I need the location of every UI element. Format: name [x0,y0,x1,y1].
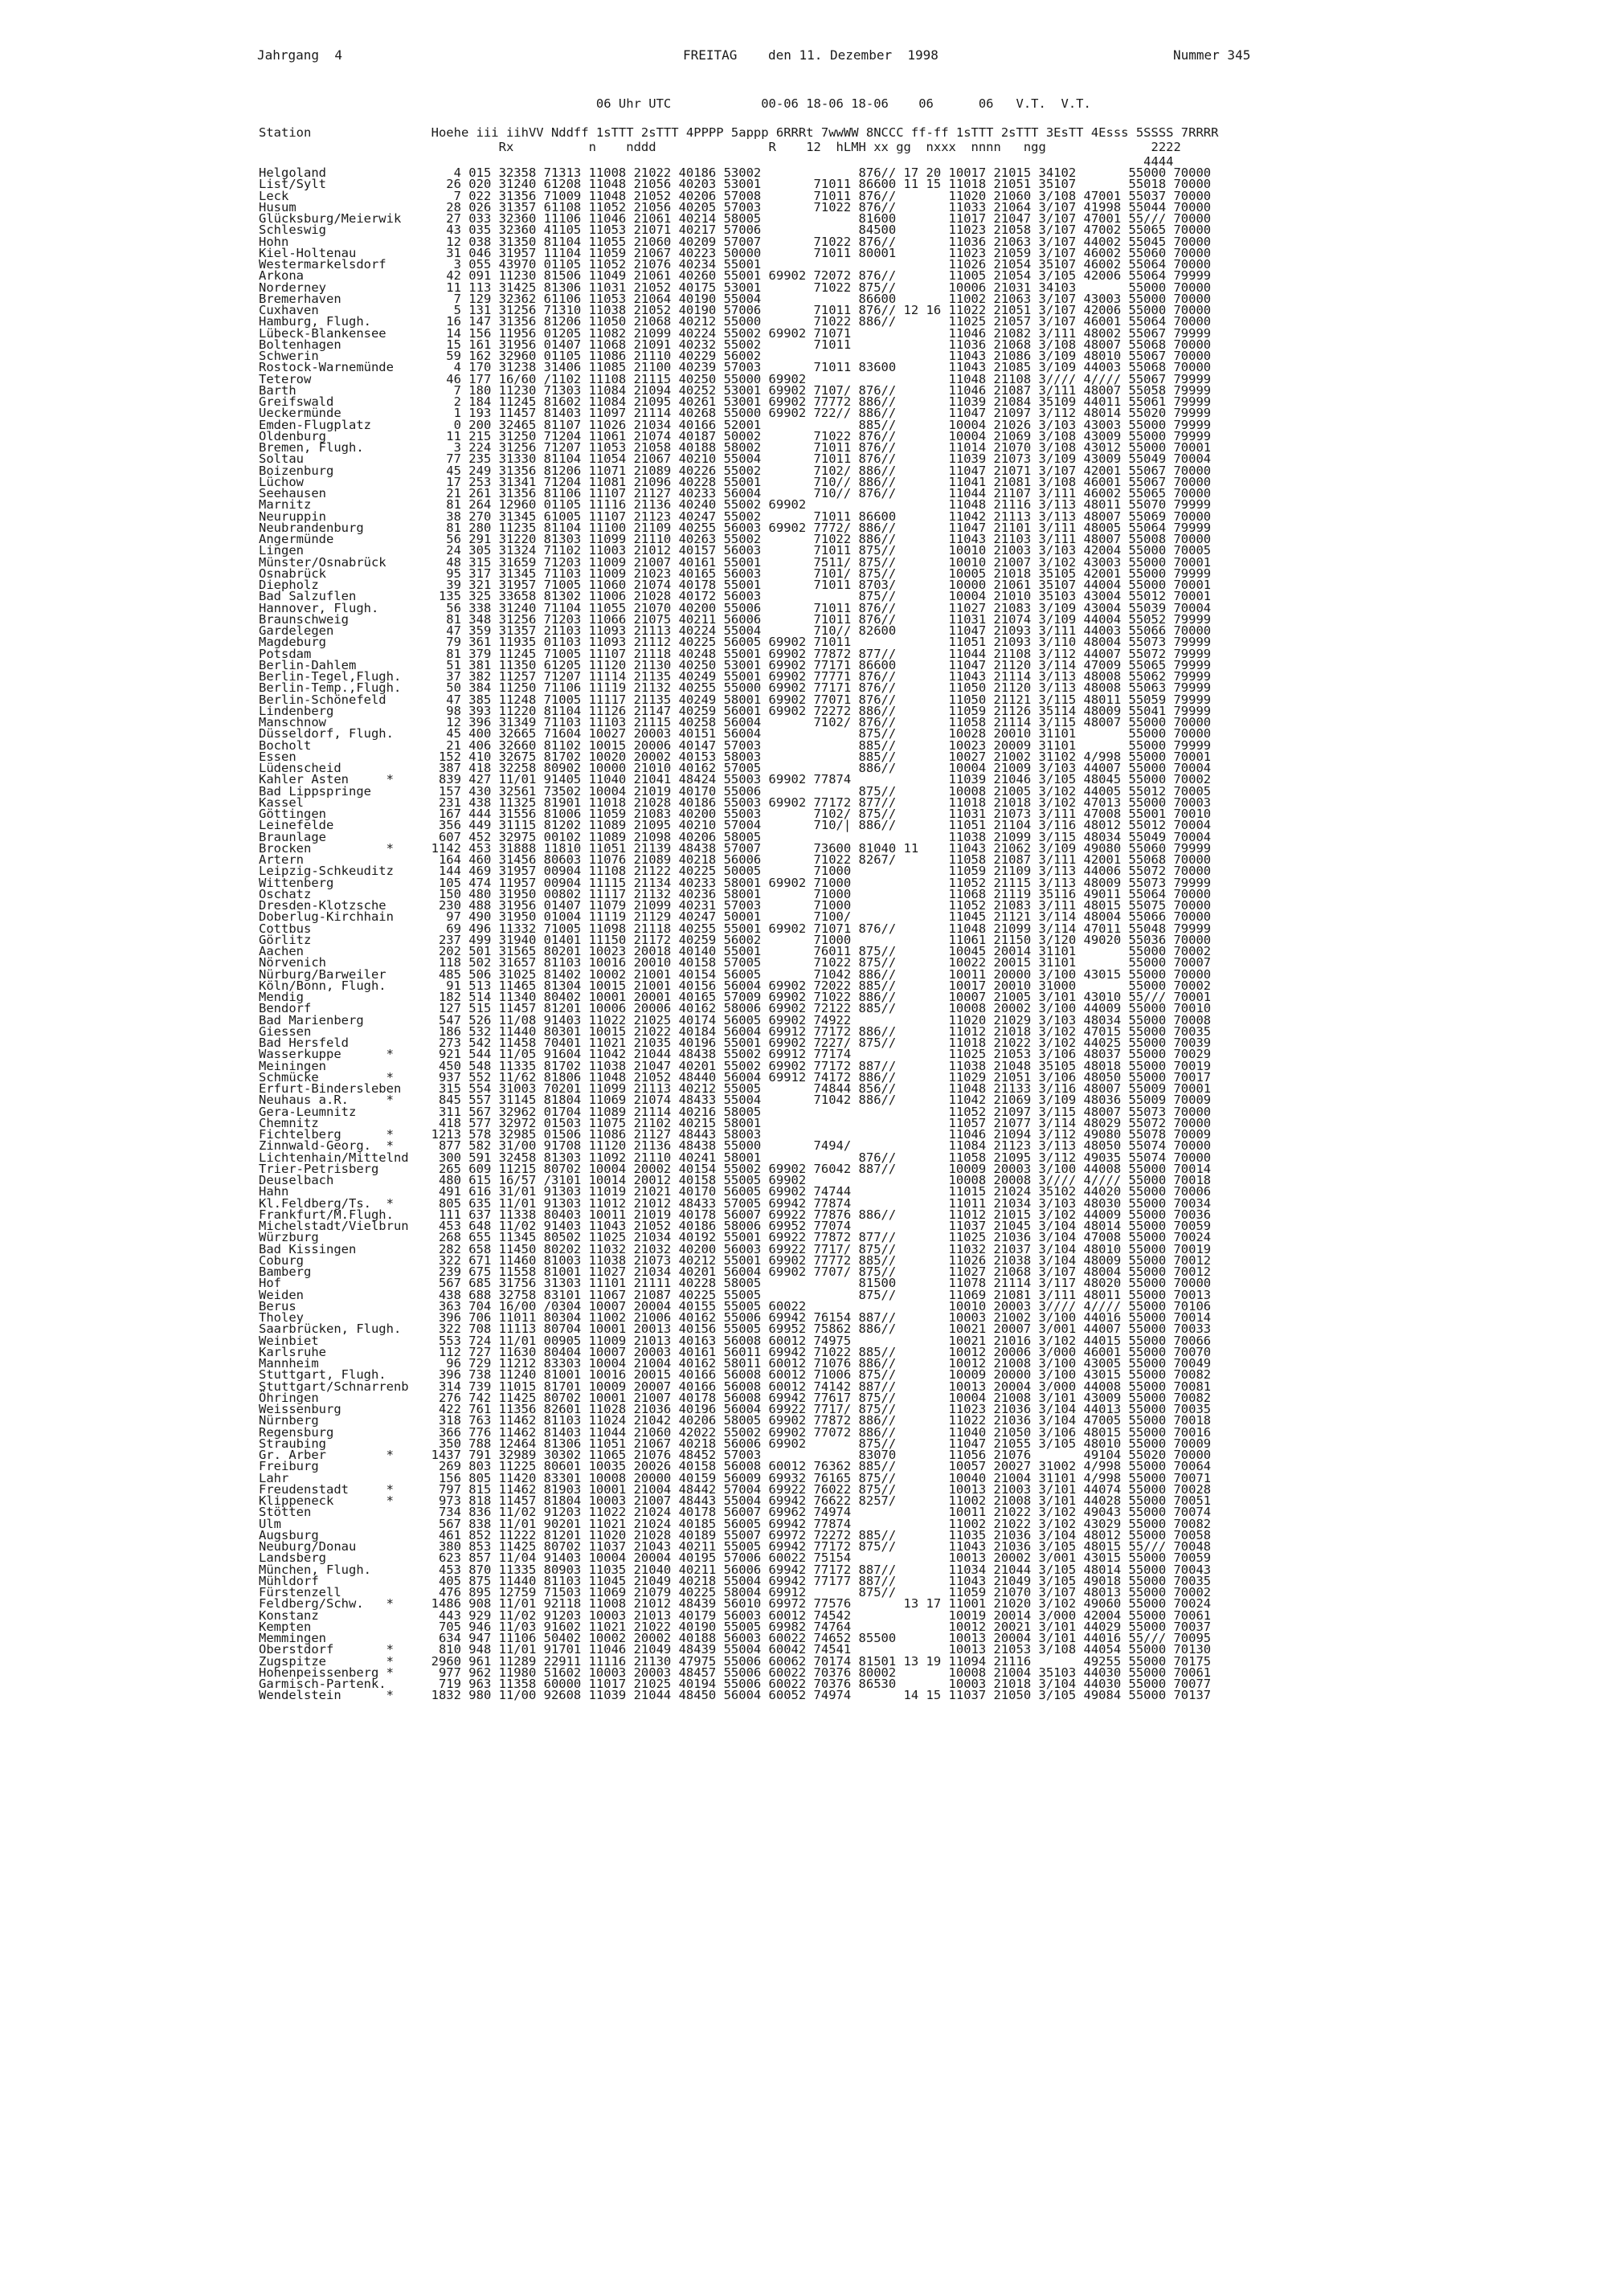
station-row: Bocholt 21 406 32660 81102 10015 20006 40147 57003 885// 10023 20009 31101 55000 79999 [259,737,1212,753]
station-row: Neuruppin 38 270 31345 61005 11107 21123 40247 55002 71011 86600 11042 21113 3/113 48007 55069 70000 [259,509,1212,524]
column-header [259,96,1218,169]
station-row: Leck 7 022 31356 71009 11048 21052 40206 57008 71011 876// 11020 21060 3/108 47001 55037 70000 [259,188,1212,203]
station-row: Mühldorf 405 875 11440 81103 11045 21049 40218 55004 69942 77177 887// 11043 21049 3/105 49018 55000 70035 [259,1573,1212,1588]
station-row: Schmücke * 937 552 11/62 81806 11048 21052 48440 56004 69912 74172 886// 11029 21051 3/106 48050 55000 70017 [259,1069,1212,1085]
station-row: Trier-Petrisberg 265 609 11215 80702 10004 20002 40154 55002 69902 76042 887// 10009 20003 3/100 44008 55000 70014 [259,1161,1212,1176]
station-row: Deuselbach 480 615 16/57 /3101 10014 20012 40158 55005 69902 10008 20008 3//// 4//// 55000 70018 [259,1173,1212,1187]
station-row: Bad Hersfeld 273 542 11458 70401 11021 21035 40196 55001 69902 7227/ 875// 11018 21022 3/102 44025 55000 70039 [259,1036,1212,1050]
station-row: Berus 363 704 16/00 /0304 10007 20004 40155 55005 60022 10010 20003 3//// 4//// 55000 70106 [259,1298,1212,1313]
station-row: Bad Kissingen 282 658 11450 80202 11032 21032 40200 56003 69922 7717/ 875// 11032 21037 3/104 48010 55000 70019 [259,1241,1212,1256]
station-row: Angermünde 56 291 31220 81303 11099 21110 40263 55002 71022 886// 11043 21103 3/111 48007 55008 70000 [259,532,1212,546]
station-row: Kassel 231 438 11325 81901 11018 21028 40186 55003 69902 77172 877// 11018 21018 3/102 47013 55000 70003 [259,795,1212,810]
station-row: Gera-Leumnitz 311 567 32962 01704 11089 21114 40216 58005 11052 21097 3/115 48007 55073 70000 [259,1104,1212,1119]
station-row: Stuttgart, Flugh. 396 738 11240 81001 10016 20015 40166 56008 60012 71006 875// 10009 20000 3/100 43015 55000 70082 [259,1367,1212,1383]
station-row: Neuhaus a.R. * 845 557 31145 81804 11069 21074 48433 55004 71042 886// 11042 21069 3/109 48036 55009 70009 [259,1093,1212,1108]
station-row: Kiel-Holtenau 31 046 31957 11104 11059 21067 40223 50000 71011 80001 11023 21059 3/107 46002 55060 70000 [259,245,1212,260]
station-row: Lüdenscheid 387 418 32258 80902 10000 21010 40162 57005 886// 10004 21009 3/103 44007 55000 70004 [259,761,1212,775]
station-row: Lahr 156 805 11420 83301 10008 20000 40159 56009 69932 76165 875// 10040 21004 31101 4/998 55000 70071 [259,1470,1212,1485]
station-row: Stuttgart/Schnarrenb 314 739 11015 81701 10009 20007 40166 56008 60012 74142 887// 10013 20004 3/000 44008 55000 70081 [259,1379,1212,1394]
station-row: Frankfurt/M.Flugh. 111 637 11338 80403 10011 21019 40178 56007 69922 77876 886// 11012 21015 3/102 44009 55000 70036 [259,1207,1212,1222]
station-row: Schleswig 43 035 32360 41105 11053 21071 40217 57006 84500 11023 21058 3/107 47002 55065 70000 [259,223,1212,238]
station-row: Fürstenzell 476 895 12759 71503 11069 21079 40225 58004 69912 875// 11059 21070 3/107 48013 55000 70002 [259,1585,1212,1599]
station-row: Garmisch-Partenk. 719 963 11358 60000 11017 21025 40194 55006 60022 70376 86530 10003 21018 3/104 44030 55000 70077 [259,1677,1212,1691]
station-row: Klippeneck * 973 818 11457 81804 10003 21007 48443 55004 69942 76622 8257/ 11002 21008 3/101 44028 55000 70051 [259,1493,1212,1508]
station-row: Münster/Osnabrück 48 315 31659 71203 11009 21007 40161 55001 7511/ 875// 10010 21007 3/102 43003 55000 70001 [259,554,1212,570]
station-row: Weinbiet 553 724 11/01 00905 11009 21013 40163 56008 60012 74975 10021 21016 3/102 44015 55000 70066 [259,1333,1212,1348]
station-row: Magdeburg 79 361 11935 01103 11093 21112 40225 56005 69902 71011 11051 21093 3/110 48004 55073 79999 [259,635,1212,650]
station-row: Lichtenhain/Mittelnd 300 591 32458 81303 11092 21110 40241 58001 876// 11058 21095 3/112 49035 55074 70000 [259,1150,1212,1165]
station-row: Helgoland 4 015 32358 71313 11008 21022 40186 53002 876// 17 20 10017 21015 34102 55000 70000 [259,165,1212,180]
station-row: Freudenstadt * 797 815 11462 81903 10001 21004 48442 57004 69922 76022 875// 10013 21003 3/101 44074 55000 70028 [259,1481,1212,1497]
issue-number: Nummer 345 [1173,47,1251,63]
station-row: List/Sylt 26 020 31240 61208 11048 21056 40203 53001 71011 86600 11 15 11018 21051 35107 55018 70000 [259,177,1212,192]
station-row: Cuxhaven 5 131 31256 71310 11038 21052 40190 57006 71011 876// 12 16 11022 21051 3/107 42006 55000 70000 [259,303,1212,317]
station-row: Augsburg 461 852 11222 81201 11020 21028 40189 55007 69972 72272 885// 11035 21036 3/104 48012 55000 70058 [259,1527,1212,1542]
station-row: Freiburg 269 803 11225 80601 10035 20026 40158 56008 60012 76362 885// 10057 20027 31002 4/998 55000 70064 [259,1459,1212,1474]
station-row: Düsseldorf, Flugh. 45 400 32665 71604 10027 20003 40151 56004 875// 10028 20010 31101 55000 70000 [259,726,1212,742]
station-row: Chemnitz 418 577 32972 01503 11075 21102 40215 58001 11057 21077 3/114 48029 55072 70000 [259,1115,1212,1130]
station-row: Greifswald 2 184 11245 81602 11084 21095 40261 53001 69902 77772 886// 11039 21084 35109 44011 55061 79999 [259,394,1212,409]
station-row: Lindenberg 98 393 11220 81104 11126 21147 40259 56001 69902 72272 886// 11059 21126 35114 48009 55041 79999 [259,703,1212,718]
station-row: Öhringen 276 742 11425 80702 10001 21007 40178 56008 69942 77617 875// 10004 21008 3/101 43009 55000 70082 [259,1390,1212,1405]
station-row: Braunlage 607 452 32975 00102 11089 21098 40206 58005 11038 21099 3/115 48034 55049 70004 [259,829,1212,844]
station-row: Bremen, Flugh. 3 224 31256 71207 11053 21058 40188 58002 71011 876// 11014 21070 3/108 43012 55000 70001 [259,440,1212,455]
station-row: Schwerin 59 162 32960 01105 11086 21110 40229 56002 11043 21086 3/109 48010 55067 70000 [259,349,1212,363]
station-row: Lüchow 17 253 31341 71204 11081 21096 40228 55001 710// 886// 11041 21081 3/108 46001 55067 70000 [259,474,1212,489]
station-row: Kempten 705 946 11/03 91602 11021 21022 40190 55005 69982 74764 10012 20021 3/101 44029 55000 70037 [259,1619,1212,1634]
station-row: Norderney 11 113 31425 81306 11031 21052 40175 53001 71022 875// 10006 21031 34103 55000 70000 [259,280,1212,295]
station-row: Oldenburg 11 215 31250 71204 11061 21074 40187 50002 71022 876// 10004 21069 3/108 43009 55000 79999 [259,428,1212,443]
station-row: Giessen 186 532 11440 80301 10015 21022 40184 56004 69912 77172 886// 11012 21018 3/102 47015 55000 70035 [259,1023,1212,1039]
station-row: Glücksburg/Meierwik 27 033 32360 11106 11046 21061 40214 58005 81600 11017 21047 3/107 47001 55/// 70000 [259,211,1212,226]
station-row: Berlin-Temp.,Flugh. 50 384 11250 71106 11119 21132 40255 55000 69902 77171 876// 11050 21120 3/113 48008 55063 79999 [259,680,1212,696]
station-row: Mendig 182 514 11340 80402 10001 20001 40165 57009 69902 71022 886// 10007 21005 3/101 43010 55/// 70001 [259,990,1212,1004]
station-row: Oschatz 150 480 31950 00802 11117 21132 40236 58001 71000 11068 21119 35116 49011 55064 70000 [259,886,1212,901]
station-row: Kahler Asten * 839 427 11/01 91405 11040 21041 48424 55003 69902 77874 11039 21046 3/105 48045 55000 70002 [259,772,1212,787]
station-row: Würzburg 268 655 11345 80502 11025 21034 40192 55001 69922 77872 877// 11025 21036 3/104 47008 55000 70024 [259,1230,1212,1245]
station-row: Bendorf 127 515 11457 81201 10006 20006 40162 58006 69902 72122 885// 10008 20002 3/100 44009 55000 70010 [259,1001,1212,1016]
station-row: Brocken * 1142 453 31888 11810 11051 21139 48438 57007 73600 81040 11 11043 21062 3/109 49080 55060 79999 [259,840,1212,856]
station-row: Doberlug-Kirchhain 97 490 31950 01004 11119 21129 40247 50001 7100/ 11045 21121 3/114 48004 55066 70000 [259,909,1212,925]
station-row: Fichtelberg * 1213 578 32985 01506 11086 21127 48443 58003 11046 21094 3/112 49080 55078 70009 [259,1127,1212,1142]
station-row: Boizenburg 45 249 31356 81206 11071 21089 40226 55002 7102/ 886// 11047 21071 3/107 42001 55067 70000 [259,463,1212,478]
station-row: Bad Salzuflen 135 325 33658 81302 11006 21028 40172 56003 875// 10004 21010 35103 43004 55012 70001 [259,589,1212,604]
station-row: Arkona 42 091 11230 81506 11049 21061 40260 55001 69902 72072 876// 11005 21054 3/105 42006 55064 79999 [259,268,1212,284]
station-row: Westermarkelsdorf 3 055 43970 01105 11052 21076 40234 55001 11026 21054 35107 46002 55064 70000 [259,257,1212,272]
station-row: Nörvenich 118 502 31657 81103 10016 20010 40158 57005 71022 875// 10022 20015 31101 55000 70007 [259,955,1212,970]
station-row: Marnitz 81 264 12960 01105 11116 21136 40240 55002 69902 11048 21116 3/113 48011 55070 79999 [259,497,1212,513]
station-row: Hahn 491 616 31/01 91303 11019 21021 40170 56005 69902 74744 11015 21024 35102 44020 55000 70006 [259,1184,1212,1199]
station-row: Wendelstein * 1832 980 11/00 92608 11039 21044 48450 56004 60052 74974 14 15 11037 21050 3/105 49084 55000 70137 [259,1688,1212,1703]
station-row: Hof 567 685 31756 31303 11101 21111 40228 58005 81500 11078 21114 3/117 48020 55000 70000 [259,1276,1212,1291]
station-row: Berlin-Tegel,Flugh. 37 382 11257 71207 11114 21135 40249 55001 69902 77771 876// 11043 21114 3/113 48008 55062 79999 [259,669,1212,684]
station-row: Kl.Feldberg/Ts. * 805 635 11/01 91303 11012 21012 48433 57005 69942 77874 11011 21034 3/103 48030 55000 70034 [259,1195,1212,1211]
station-row: München, Flugh. 453 870 11335 80903 11035 21040 40211 56006 69942 77172 887// 11034 21044 3/105 48014 55000 70043 [259,1562,1212,1577]
station-row: Dresden-Klotzsche 230 488 31956 01407 11079 21099 40231 57003 71000 11052 21083 3/111 48015 55075 70000 [259,898,1212,913]
station-row: Hamburg, Flugh. 16 147 31356 81206 11050 21068 40212 55000 71022 886// 11025 21057 3/107 46001 55064 70000 [259,314,1212,329]
station-row: Stötten 734 836 11/02 91203 11022 21024 40178 56007 69962 74974 10011 21022 3/102 49043 55000 70074 [259,1505,1212,1520]
station-row: Lingen 24 305 31324 71102 11003 21012 40157 56003 71011 875// 10010 21003 3/103 42004 55000 70005 [259,543,1212,558]
station-row: Boltenhagen 15 161 31956 01407 11068 21091 40232 55002 71011 11036 21068 3/108 48007 55068 70000 [259,337,1212,352]
station-row: Berlin-Dahlem 51 381 11350 61205 11120 21130 40250 53001 69902 77171 86600 11047 21120 3/114 47009 55065 79999 [259,657,1212,672]
station-row: Leinefelde 356 449 31115 81202 11089 21095 40210 57004 710/| 886// 11051 21104 3/116 48012 55012 70004 [259,818,1212,833]
station-row: Emden-Flugplatz 0 200 32465 81107 11026 21034 40166 52001 885// 10004 21026 3/103 43003 55000 79999 [259,417,1212,432]
station-row: Berlin-Schönefeld 47 385 11248 71005 11117 21135 40249 58001 69902 77071 876// 11050 21121 3/115 48011 55059 79999 [259,692,1212,707]
station-row: Aachen 202 501 31565 80201 10023 20018 40140 55001 76011 875// 10045 20014 31101 55000 70002 [259,944,1212,958]
station-row: Artern 164 460 31456 80603 11076 21089 40218 56006 71022 8267/ 11058 21087 3/111 42001 55068 70000 [259,852,1212,867]
station-row: Oberstdorf * 810 948 11/01 91701 11046 21049 48439 55004 60042 74541 10013 21053 3/108 44054 55000 70130 [259,1642,1212,1657]
station-row: Lübeck-Blankensee 14 156 11956 01205 11082 21099 40224 55002 69902 71071 11046 21082 3/111 48002 55067 79999 [259,325,1212,341]
station-row: Coburg 322 671 11460 81003 11038 21073 40212 55001 69902 77772 885// 11026 21038 3/104 48009 55000 70012 [259,1252,1212,1268]
station-row: Hannover, Flugh. 56 338 31240 71104 11055 21070 40200 55006 71011 876// 11027 21083 3/109 43004 55039 70004 [259,600,1212,615]
station-row: Seehausen 21 261 31356 81106 11107 21127 40233 56004 710// 876// 11044 21107 3/111 46002 55065 70000 [259,486,1212,500]
station-row: Barth 7 180 11230 71303 11084 21094 40252 53001 69902 7107/ 876// 11046 21087 3/111 48007 55058 79999 [259,382,1212,398]
station-row: Leipzig-Schkeuditz 144 469 31957 00904 11108 21122 40225 50005 71000 11059 21109 3/113 44006 55072 70000 [259,864,1212,879]
station-row: Tholey 396 706 11011 80304 11002 21006 40162 55006 69942 76154 887// 10003 21002 3/100 44016 55000 70014 [259,1310,1212,1325]
column-header-line: Station Hoehe iii iihVV Nddff 1sTTT 2sTTT 4PPPP 5appp 6RRRt 7wwWW 8NCCC ff-ff 1sTTT 2sTTT 3EsTT 4Esss 5SSSS 7RRRR [259,125,1219,140]
station-row: Feldberg/Schw. * 1486 908 11/01 92118 11008 21012 48439 56010 69972 77576 13 17 11001 21020 3/102 49060 55000 70024 [259,1596,1212,1612]
station-row: Osnabrück 95 317 31345 71103 11009 21023 40165 56003 7101/ 875// 10005 21018 35105 42001 55000 79999 [259,566,1212,581]
station-row: Erfurt-Bindersleben 315 554 31003 70201 11099 21113 40212 55005 74844 856// 11048 21133 3/116 48007 55009 70001 [259,1081,1212,1096]
station-row: Landsberg 623 857 11/04 91403 10004 20004 40195 57006 60022 75154 10013 20002 3/001 43015 55000 70059 [259,1550,1212,1566]
station-row: Gardelegen 47 359 31357 21103 11093 21113 40224 55004 710// 82600 11047 21093 3/111 44003 55066 70000 [259,623,1212,638]
station-row: Michelstadt/Vielbrun 453 648 11/02 91403 11043 21052 40186 58006 69952 77074 11037 21045 3/104 48014 55000 70059 [259,1219,1212,1233]
station-row: Essen 152 410 32675 81702 10020 20002 40153 58003 885// 10027 21002 31102 4/998 55000 70001 [259,749,1212,764]
station-row: Meiningen 450 548 11335 81702 11038 21047 40201 55002 69902 77172 887// 11038 21048 35105 48018 55000 70019 [259,1058,1212,1073]
station-row: Konstanz 443 929 11/02 91203 10003 21013 40179 56003 60012 74542 10019 20014 3/000 42004 55000 70061 [259,1608,1212,1623]
station-row: Manschnow 12 396 31349 71103 11103 21115 40258 56004 7102/ 876// 11058 21114 3/115 48007 55000 70000 [259,715,1212,729]
station-row: Bamberg 239 675 11558 81001 11027 21034 40201 56004 69902 7707/ 875// 11027 21068 3/107 48004 55000 70012 [259,1264,1212,1279]
station-row: Braunschweig 81 348 31256 71203 11066 21075 40211 56006 71011 876// 11031 21074 3/109 44004 55052 79999 [259,611,1212,627]
station-row: Straubing 350 788 12464 81306 11051 21067 40218 56006 69902 875// 11047 21055 3/105 48010 55000 70009 [259,1436,1212,1451]
station-row: Gr. Arber * 1437 791 32989 30302 11065 21076 48452 57003 83070 11056 21076 49104 55020 70000 [259,1448,1212,1462]
issue-date: FREITAG den 11. Dezember 1998 [683,47,938,63]
station-table [259,167,1211,1702]
station-row: Ueckermünde 1 193 11457 81403 11097 21114 40268 55000 69902 722// 886// 11047 21097 3/112 48014 55020 79999 [259,406,1212,421]
station-row: Memmingen 634 947 11106 50402 10002 20002 40188 56003 60022 74652 85500 10013 20004 3/101 44016 55/// 70095 [259,1631,1212,1645]
column-header-line: Rx n nddd R 12 hLMH xx gg nxxx nnnn ngg 2222 [259,140,1181,154]
station-row: Neuburg/Donau 380 853 11425 80702 11037 21043 40211 55005 69942 77172 875// 11043 21036 3/105 48015 55/// 70048 [259,1539,1212,1554]
station-row: Ulm 567 838 11/01 90201 11021 21024 40185 56005 69942 77874 11002 21022 3/102 43029 55000 70082 [259,1516,1212,1531]
station-row: Saarbrücken, Flugh. 322 708 11113 80704 10001 20013 40156 55005 69952 75862 886// 10021 20007 3/001 44007 55000 70033 [259,1322,1212,1337]
station-row: Karlsruhe 112 727 11630 80404 10007 20003 40161 56011 69942 71022 885// 10012 20006 3/000 46001 55000 70070 [259,1344,1212,1359]
station-row: Cottbus 69 496 11332 71005 11098 21118 40255 55001 69902 71071 876// 11048 21099 3/114 47011 55048 79999 [259,921,1212,936]
station-row: Wasserkuppe * 921 544 11/05 91604 11042 21044 48438 55002 69912 77174 11025 21053 3/106 48037 55000 70029 [259,1047,1212,1062]
station-row: Hohenpeissenberg * 977 962 11980 51602 10003 20003 48457 55006 60022 70376 80002 10008 21004 35103 44030 55000 70061 [259,1665,1212,1680]
station-row: Rostock-Warnemünde 4 170 31238 31406 11085 21100 40239 57003 71011 83600 11043 21085 3/109 44003 55068 70000 [259,360,1212,375]
station-row: Husum 28 026 31357 61108 11052 21056 40205 57003 71022 876// 11033 21064 3/107 41998 55044 70000 [259,199,1212,214]
station-row: Zinnwald-Georg. * 877 582 31/00 91708 11120 21136 48438 55000 7494/ 11084 21123 3/113 48050 55074 70000 [259,1138,1212,1154]
station-row: Teterow 46 177 16/60 /1102 11108 21115 40250 55000 69902 11048 21108 3//// 4//// 55067 79999 [259,371,1212,386]
station-row: Zugspitze * 2960 961 11289 22911 11116 21130 47975 55006 60062 70174 81501 13 19 11094 21116 49255 55000 70175 [259,1653,1212,1669]
station-row: Soltau 77 235 31330 81104 11054 21067 40210 55004 71011 876// 11039 21073 3/109 43009 55049 70004 [259,451,1212,467]
station-row: Potsdam 81 379 11245 71005 11107 21118 40248 55001 69902 77872 877// 11044 21108 3/112 44007 55072 79999 [259,646,1212,661]
station-row: Nürburg/Barweiler 485 506 31025 81402 10002 21001 40154 56005 71042 886// 10011 20000 3/100 43015 55000 70000 [259,966,1212,982]
station-row: Hohn 12 038 31350 81104 11055 21060 40209 57007 71022 876// 11036 21063 3/107 44002 55045 70000 [259,234,1212,249]
station-row: Mannheim 96 729 11212 83303 10004 21004 40162 58011 60012 71076 886// 10012 21008 3/100 43005 55000 70049 [259,1356,1212,1371]
station-row: Regensburg 366 776 11462 81403 11044 21060 42022 55002 69902 77072 886// 11040 21050 3/106 48015 55000 70016 [259,1424,1212,1440]
station-row: Nürnberg 318 763 11462 81103 11024 21042 40206 58005 69902 77872 886// 11022 21036 3/104 47005 55000 70018 [259,1413,1212,1428]
station-row: Weiden 438 688 32758 83101 11067 21087 40225 55005 875// 11069 21081 3/111 48011 55000 70013 [259,1287,1212,1302]
station-row: Wittenberg 105 474 11957 00904 11115 21134 40233 58001 69902 71000 11052 21115 3/113 48009 55073 79999 [259,875,1212,890]
station-row: Weissenburg 422 761 11356 82601 11028 21036 40196 56004 69922 7717/ 875// 11023 21036 3/104 44013 55000 70035 [259,1402,1212,1416]
station-row: Bad Lippspringe 157 430 32561 73502 10004 21019 40170 55006 875// 10008 21005 3/102 44005 55012 70005 [259,783,1212,799]
column-header-line: 06 Uhr UTC 00-06 18-06 18-06 06 06 V.T. V.T. [259,96,1091,111]
station-row: Göttingen 167 444 31556 81006 11059 21083 40200 55003 7102/ 875// 11031 21073 3/111 47008 55001 70010 [259,807,1212,821]
station-row: Bremerhaven 7 129 32362 61106 11053 21064 40190 55004 86600 11002 21063 3/107 43003 55000 70000 [259,291,1212,306]
column-header-line: 4444 [259,154,1174,169]
station-row: Diepholz 39 321 31957 71005 11060 21074 40178 55001 71011 8703/ 10000 21061 35107 44004 55000 70001 [259,578,1212,592]
station-row: Neubrandenburg 81 280 11235 81104 11100 21109 40255 56003 69902 7772/ 886// 11047 21101 3/111 48005 55064 79999 [259,520,1212,535]
station-row: Köln/Bonn, Flugh. 91 513 11465 81304 10015 21001 40156 56004 69902 72022 885// 10017 20010 31000 55000 70002 [259,978,1212,993]
volume-label: Jahrgang 4 [257,47,342,63]
station-row: Görlitz 237 499 31940 01401 11150 21172 40259 56002 71000 11061 21150 3/120 49020 55036 70000 [259,932,1212,947]
station-row: Bad Marienberg 547 526 11/08 91403 11022 21025 40174 56005 69902 74922 11020 21029 3/103 48034 55000 70008 [259,1012,1212,1027]
column-header-line [259,111,1218,125]
